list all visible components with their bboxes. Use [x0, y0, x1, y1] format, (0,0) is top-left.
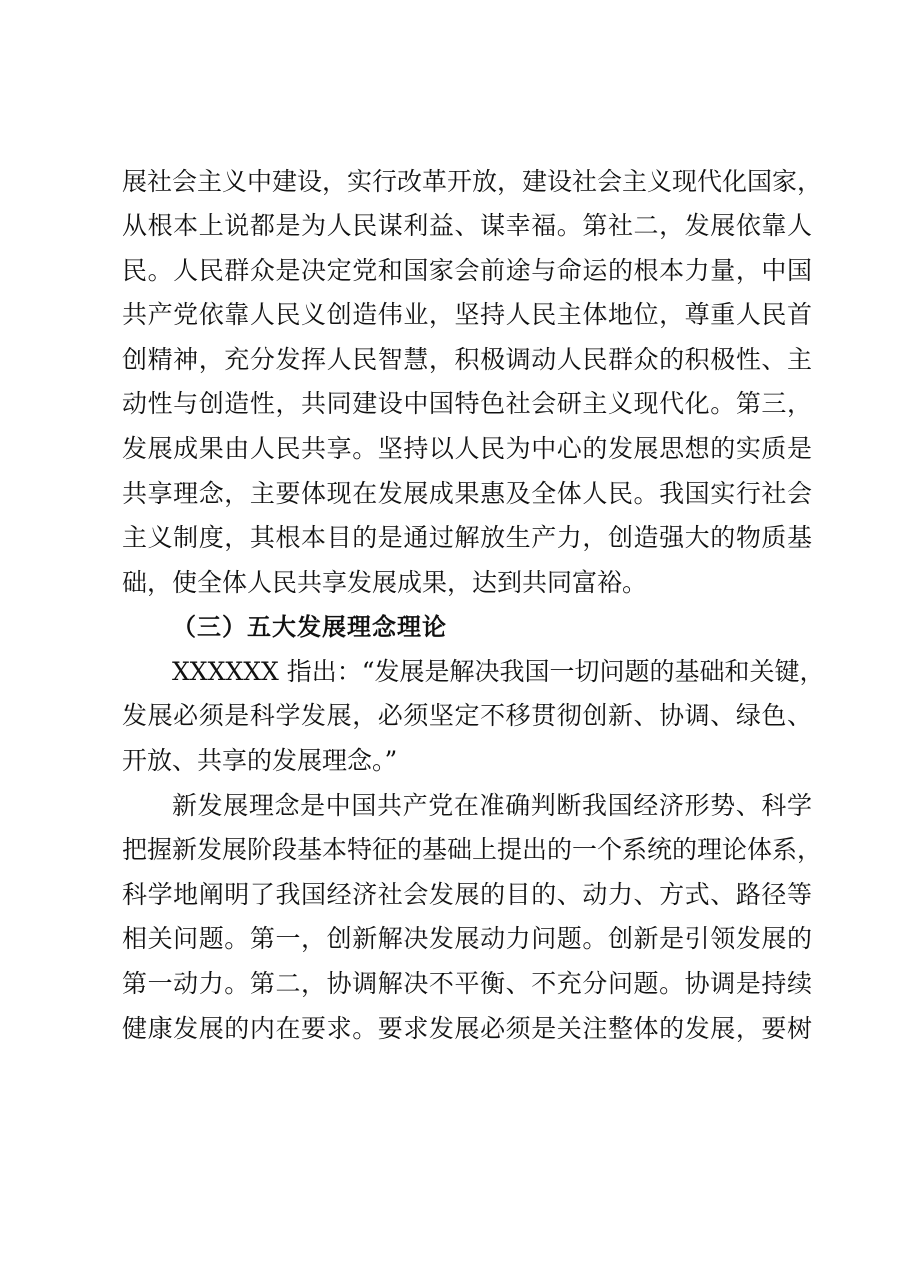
paragraph-3-line-3: 科学地阐明了我国经济社会发展的目的、动力、方式、路径等 [122, 880, 812, 909]
paragraph-3-line-5: 第一动力。第二，协调解决不平衡、不充分问题。协调是持续 [122, 969, 812, 998]
paragraph-1-line-6: 动性与创造性，共同建设中国特色社会研主义现代化。第三， [122, 389, 812, 418]
paragraph-1-line-4: 共产党依靠人民义创造伟业，坚持人民主体地位，尊重人民首 [122, 300, 812, 329]
paragraph-1-line-1: 展社会主义中建设，实行改革开放，建设社会主义现代化国家， [122, 167, 823, 196]
paragraph-3-line-1: 新发展理念是中国共产党在准确判断我国经济形势、科学 [172, 791, 812, 820]
paragraph-2-line-3: 开放、共享的发展理念。” [122, 746, 398, 775]
paragraph-2-line-2: 发展必须是科学发展，必须坚定不移贯彻创新、协调、绿色、 [122, 701, 812, 730]
paragraph-3-line-6: 健康发展的内在要求。要求发展必须是关注整体的发展，要树 [122, 1014, 812, 1043]
paragraph-1-line-9: 主义制度，其根本目的是通过解放生产力，创造强大的物质基 [122, 523, 812, 552]
paragraph-1-line-5: 创精神，充分发挥人民智慧，积极调动人民群众的积极性、主 [122, 345, 812, 374]
paragraph-3-line-2: 把握新发展阶段基本特征的基础上提出的一个系统的理论体系， [122, 835, 823, 864]
paragraph-1-line-2: 从根本上说都是为人民谋利益、谋幸福。第社二，发展依靠人 [122, 211, 812, 240]
paragraph-1-line-10: 础，使全体人民共享发展成果，达到共同富裕。 [122, 568, 648, 597]
section-heading: （三）五大发展理念理论 [172, 612, 447, 641]
paragraph-3-line-4: 相关问题。第一，创新解决发展动力问题。创新是引领发展的 [122, 924, 812, 953]
paragraph-2-line-1: XXXXXX 指出：“发展是解决我国一切问题的基础和关键， [172, 657, 825, 686]
paragraph-1-line-8: 共享理念，主要体现在发展成果惠及全体人民。我国实行社会 [122, 479, 812, 508]
paragraph-1-line-7: 发展成果由人民共享。坚持以人民为中心的发展思想的实质是 [122, 434, 812, 463]
paragraph-1-line-3: 民。人民群众是决定党和国家会前途与命运的根本力量，中国 [122, 256, 812, 285]
